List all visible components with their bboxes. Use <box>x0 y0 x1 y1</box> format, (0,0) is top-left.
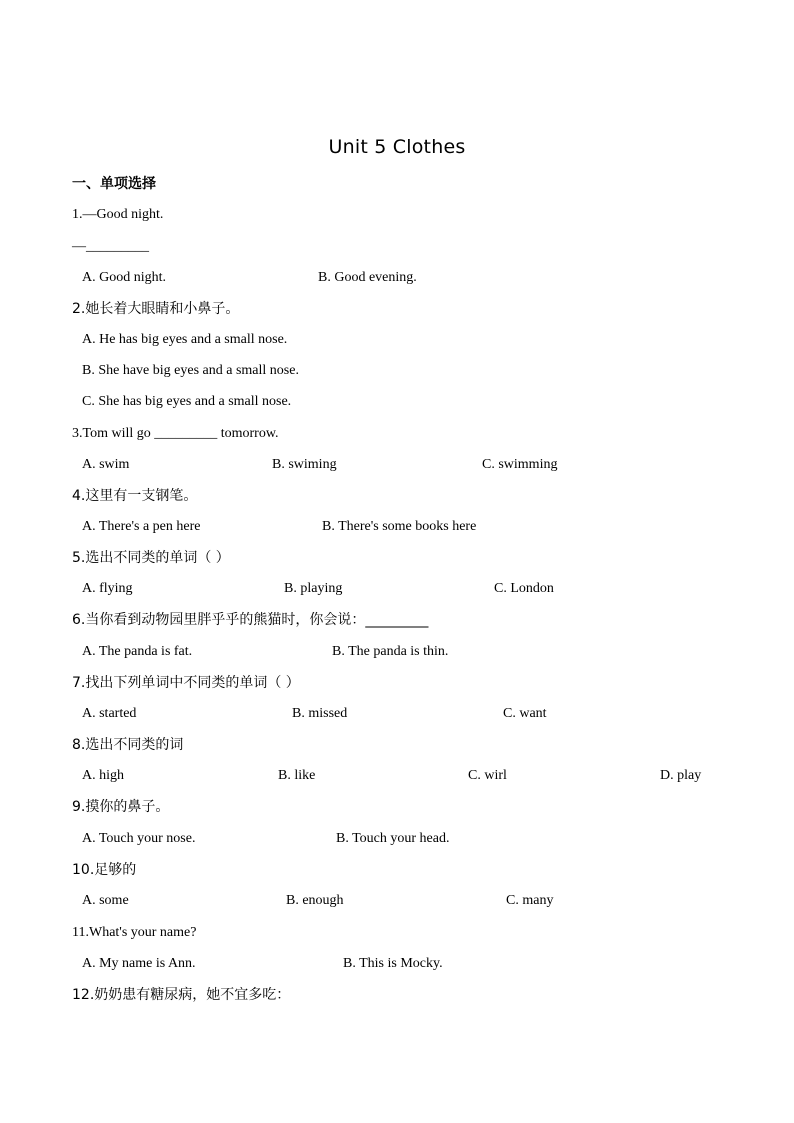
question-3-option-c[interactable]: C. swimming <box>482 457 558 472</box>
question-1-option-b[interactable]: B. Good evening. <box>318 270 417 285</box>
question-7-stem: 7.找出下列单词中不同类的单词（ ） <box>72 675 300 691</box>
page-title: Unit 5 Clothes <box>328 136 466 158</box>
question-9-option-a[interactable]: A. Touch your nose. <box>82 831 196 846</box>
question-5-option-b[interactable]: B. playing <box>284 581 343 596</box>
question-8-option-d[interactable]: D. play <box>660 768 702 783</box>
question-2-option-c[interactable]: C. She has big eyes and a small nose. <box>82 394 292 409</box>
question-7-option-c[interactable]: C. want <box>503 706 547 721</box>
question-5-option-a[interactable]: A. flying <box>82 581 133 596</box>
question-6-stem: 6.当你看到动物园里胖乎乎的熊猫时，你会说：_________ <box>72 612 429 628</box>
question-2-option-b[interactable]: B. She have big eyes and a small nose. <box>82 363 299 378</box>
question-10-option-c[interactable]: C. many <box>506 893 554 908</box>
question-4-option-a[interactable]: A. There's a pen here <box>82 519 201 534</box>
question-11-option-a[interactable]: A. My name is Ann. <box>82 956 196 971</box>
question-8-option-c[interactable]: C. wirl <box>468 768 507 783</box>
question-10-stem: 10.足够的 <box>72 862 137 878</box>
question-5-option-c[interactable]: C. London <box>494 581 554 596</box>
question-3-stem: 3.Tom will go _________ tomorrow. <box>72 426 279 441</box>
question-8-option-a[interactable]: A. high <box>82 768 124 783</box>
question-7-option-a[interactable]: A. started <box>82 706 137 721</box>
question-7-option-b[interactable]: B. missed <box>292 706 348 721</box>
question-3-option-a[interactable]: A. swim <box>82 457 130 472</box>
question-2-stem: 2.她长着大眼睛和小鼻子。 <box>72 301 240 317</box>
question-8-stem: 8.选出不同类的词 <box>72 737 184 753</box>
question-5-stem: 5.选出不同类的单词（ ） <box>72 550 230 566</box>
question-8-option-b[interactable]: B. like <box>278 768 316 783</box>
question-12-stem: 12.奶奶患有糖尿病，她不宜多吃： <box>72 987 291 1003</box>
question-3-option-b[interactable]: B. swiming <box>272 457 337 472</box>
question-10-option-a[interactable]: A. some <box>82 893 129 908</box>
question-11-option-b[interactable]: B. This is Mocky. <box>343 956 443 971</box>
question-2-option-a[interactable]: A. He has big eyes and a small nose. <box>82 332 288 347</box>
question-6-option-b[interactable]: B. The panda is thin. <box>332 644 449 659</box>
question-1-stem: 1.—Good night. <box>72 207 164 222</box>
question-4-stem: 4.这里有一支钢笔。 <box>72 488 198 504</box>
question-9-stem: 9.摸你的鼻子。 <box>72 799 170 815</box>
section-heading: 一、单项选择 <box>72 176 156 192</box>
question-11-stem: 11.What's your name? <box>72 925 197 940</box>
question-1-answer-blank: —_________ <box>72 239 149 254</box>
question-10-option-b[interactable]: B. enough <box>286 893 344 908</box>
question-6-option-a[interactable]: A. The panda is fat. <box>82 644 193 659</box>
question-9-option-b[interactable]: B. Touch your head. <box>336 831 450 846</box>
question-1-option-a[interactable]: A. Good night. <box>82 270 166 285</box>
question-4-option-b[interactable]: B. There's some books here <box>322 519 477 534</box>
